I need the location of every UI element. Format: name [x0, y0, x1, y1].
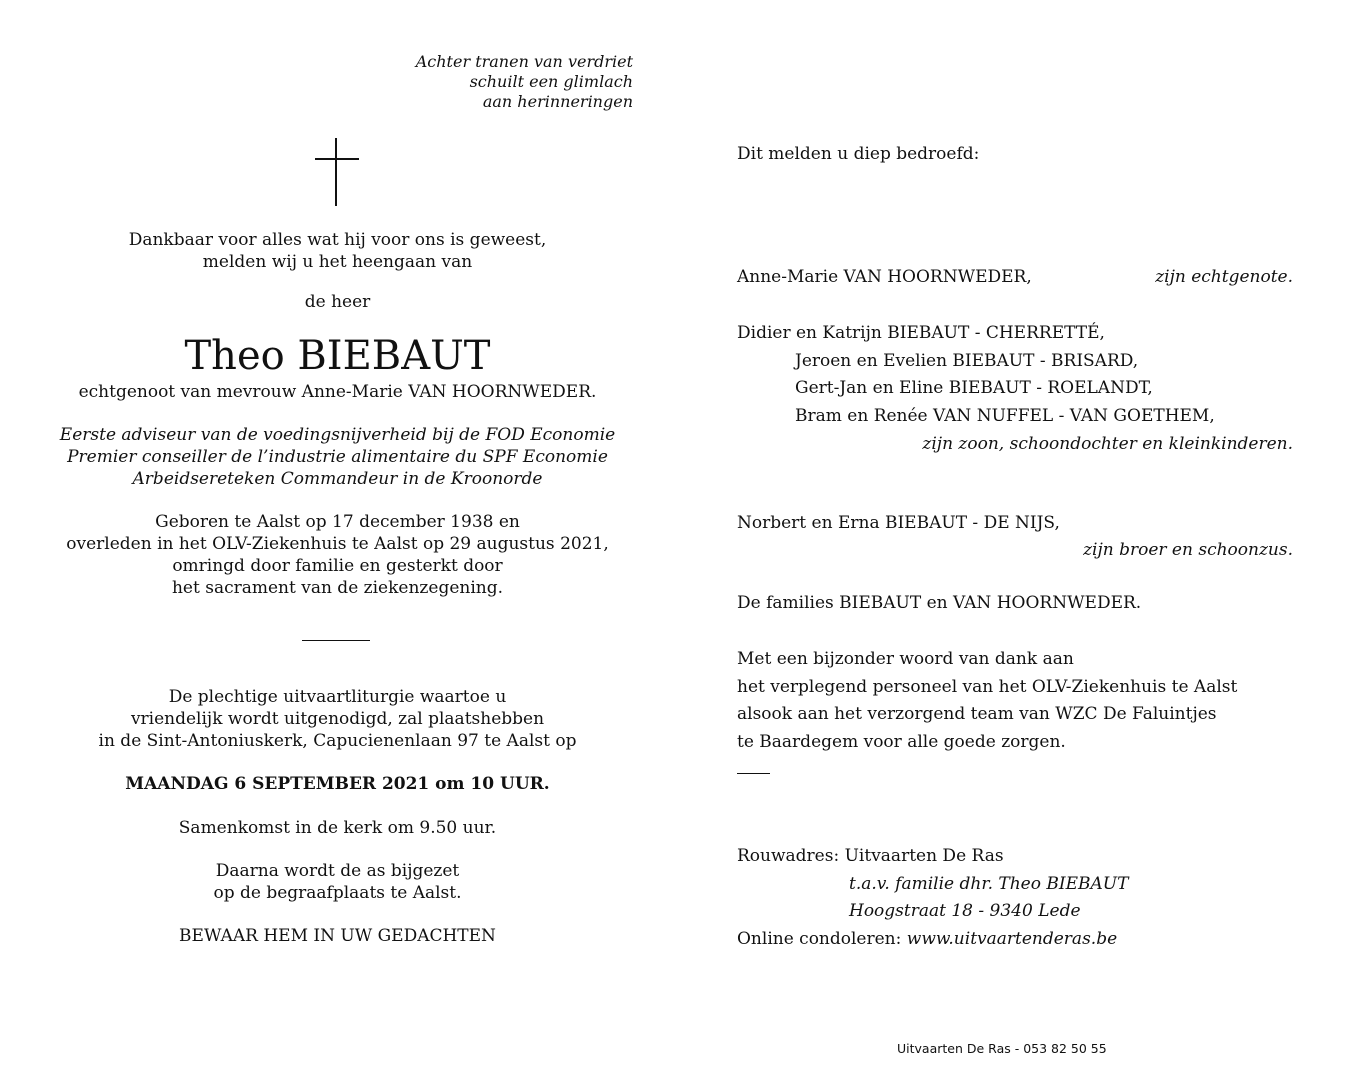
- motto-line: aan herinneringen: [482, 92, 633, 111]
- intro-line: Dankbaar voor alles wat hij voor ons is geweest,: [128, 230, 547, 250]
- divider: [737, 773, 770, 774]
- gathering-time: Samenkomst in de kerk om 9.50 uur.: [178, 818, 497, 838]
- announce-line: Dit melden u diep bedroefd:: [737, 144, 980, 164]
- function-line: Eerste adviseur van de voedingsnijverheid bij de FOD Economie: [59, 425, 616, 445]
- grandchild-family-line: Jeroen en Evelien BIEBAUT - BRISARD,: [795, 350, 1139, 371]
- grandchild-family-line: Gert-Jan en Eline BIEBAUT - ROELANDT,: [795, 378, 1153, 398]
- spouse-line: echtgenoot van mevrouw Anne-Marie VAN HOORNWEDER.: [78, 382, 597, 402]
- online-condolence: [737, 926, 1128, 954]
- sibling-block: [737, 512, 1293, 561]
- dates-line: Geboren te Aalst op 17 december 1938 en: [155, 512, 520, 532]
- dates-line: omringd door familie en gesterkt door: [172, 556, 503, 576]
- functions-block: [0, 424, 675, 490]
- ceremony-line: vriendelijk wordt uitgenodigd, zal plaatshebben: [130, 709, 545, 729]
- thanks-block: [737, 646, 1293, 756]
- motto-quote: [233, 52, 633, 112]
- intro-line: melden wij u het heengaan van: [202, 252, 473, 272]
- right-panel: [675, 0, 1350, 1080]
- thanks-line: alsook aan het verzorgend team van WZC De Faluintjes: [737, 704, 1217, 724]
- address-attention: t.a.v. familie dhr. Theo BIEBAUT: [849, 873, 1129, 894]
- motto-line: Achter tranen van verdriet: [415, 52, 633, 71]
- thanks-line: het verplegend personeel van het OLV-Ziekenhuis te Aalst: [737, 676, 1238, 697]
- honorific: de heer: [304, 292, 371, 312]
- ashes-line: op de begraafplaats te Aalst.: [213, 883, 462, 903]
- condolence-link[interactable]: www.uitvaartenderas.be: [906, 928, 1118, 949]
- divider: [302, 640, 370, 641]
- cross-icon: [315, 138, 359, 206]
- children-block: [737, 320, 1293, 455]
- sibling-role: zijn broer en schoonzus.: [1083, 540, 1293, 560]
- motto-line: schuilt een glimlach: [469, 72, 633, 91]
- remember-line: BEWAAR HEM IN UW GEDACHTEN: [179, 926, 496, 946]
- ceremony-datetime: MAANDAG 6 SEPTEMBER 2021 om 10 UUR.: [125, 774, 550, 794]
- children-role: zijn zoon, schoondochter en kleinkinderen.: [922, 434, 1293, 454]
- spouse-name: Anne-Marie VAN HOORNWEDER,: [737, 267, 1032, 287]
- address-label: Rouwadres: Uitvaarten De Ras: [737, 846, 1004, 866]
- thanks-line: te Baardegem voor alle goede zorgen.: [737, 731, 1066, 752]
- spouse-role: zijn echtgenote.: [1155, 267, 1293, 287]
- footer-text: Uitvaarten De Ras - 053 82 50 55: [897, 1041, 1107, 1056]
- function-line: Arbeidsereteken Commandeur in de Kroonorde: [132, 469, 543, 489]
- ashes-block: [0, 860, 675, 904]
- spouse-row: [737, 266, 1293, 288]
- ashes-line: Daarna wordt de as bijgezet: [215, 861, 460, 881]
- child-family-line: Didier en Katrijn BIEBAUT - CHERRETTÉ,: [737, 323, 1105, 343]
- deceased-name: Theo BIEBAUT: [184, 333, 491, 379]
- ceremony-line: De plechtige uitvaartliturgie waartoe u: [168, 687, 507, 707]
- dates-line: het sacrament van de ziekenzegening.: [171, 578, 504, 598]
- footer: [675, 1040, 1350, 1058]
- address-block: [737, 843, 1128, 953]
- ceremony-line: in de Sint-Antoniuskerk, Capucienenlaan 97 te Aalst op: [98, 731, 577, 751]
- birth-death-block: [0, 511, 675, 599]
- ceremony-block: [0, 686, 675, 752]
- online-label: Online condoleren:: [737, 928, 902, 949]
- families-line: De families BIEBAUT en VAN HOORNWEDER.: [737, 593, 1142, 613]
- intro-text: [0, 229, 675, 273]
- grandchild-family-line: Bram en Renée VAN NUFFEL - VAN GOETHEM,: [795, 405, 1215, 426]
- sibling-names: Norbert en Erna BIEBAUT - DE NIJS,: [737, 513, 1060, 533]
- thanks-line: Met een bijzonder woord van dank aan: [737, 649, 1074, 669]
- address-street: Hoogstraat 18 - 9340 Lede: [849, 901, 1081, 921]
- function-line: Premier conseiller de l’industrie alimentaire du SPF Economie: [67, 447, 608, 467]
- dates-line: overleden in het OLV-Ziekenhuis te Aalst op 29 augustus 2021,: [66, 534, 609, 554]
